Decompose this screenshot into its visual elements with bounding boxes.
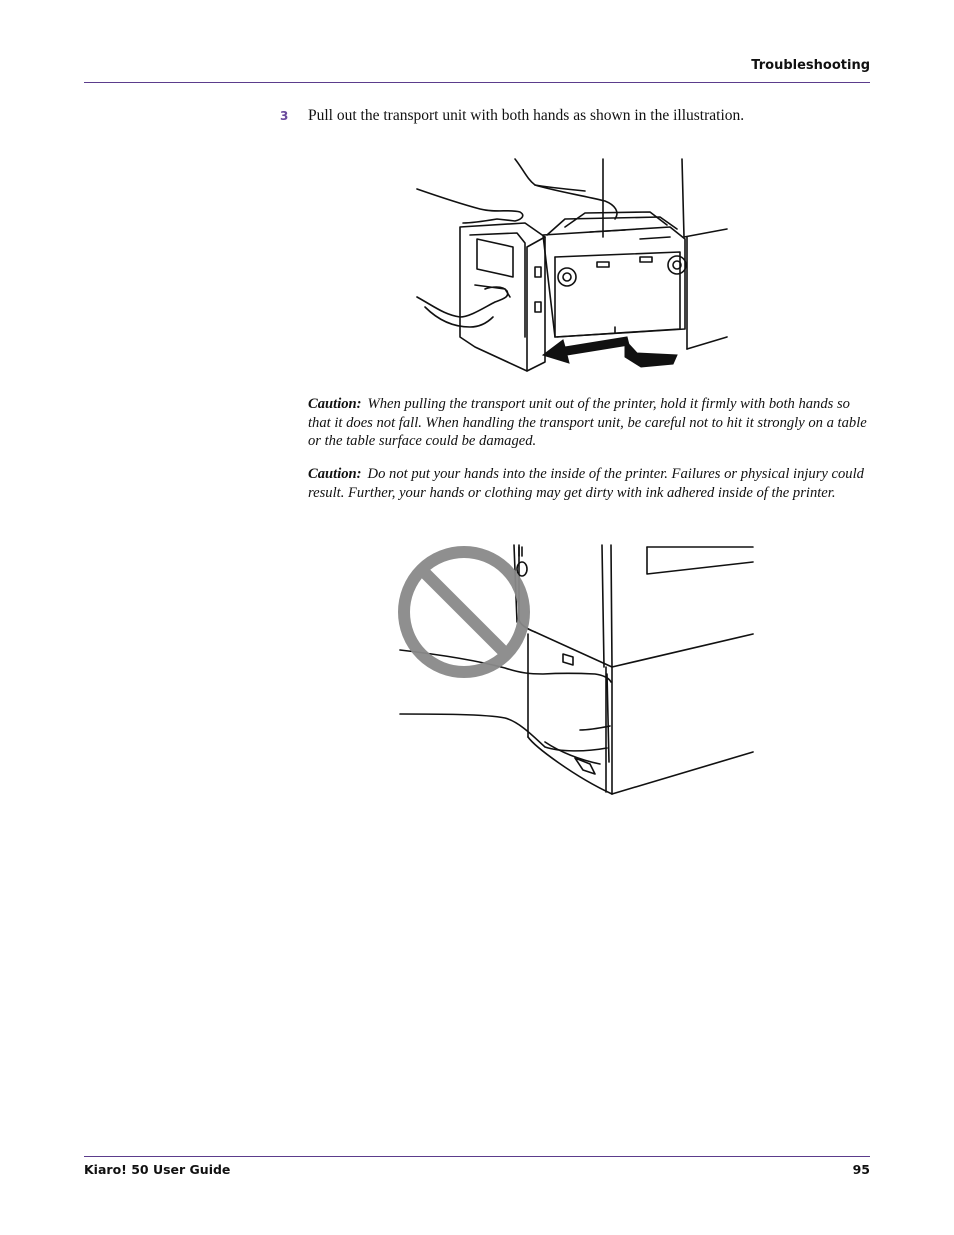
caution-label: Caution:	[308, 396, 362, 412]
header-rule	[84, 82, 870, 83]
caution-pulling-unit	[308, 395, 870, 451]
step-text: Pull out the transport unit with both hands as shown in the illustration.	[308, 107, 745, 124]
pull-direction-arrow-icon	[543, 337, 677, 367]
prohibition-icon	[404, 552, 524, 672]
caution-label: Caution:	[308, 466, 362, 482]
caution-text: When pulling the transport unit out of the printer, hold it firmly with both hands so that it does not fall. When handling the transport unit, be careful not to hit it strongly on a table or the table surface could be damaged.	[308, 396, 867, 449]
caution-hands-inside	[308, 465, 870, 502]
prohibited-action-illustration	[395, 542, 755, 798]
header-section-title: Troubleshooting	[751, 58, 870, 73]
caution-text: Do not put your hands into the inside of the printer. Failures or physical injury could result. Further, your hands or clothing may get dirty with ink adhered inside of the printer.	[308, 466, 864, 501]
page-number: 95	[852, 1162, 870, 1177]
footer-rule	[84, 1156, 870, 1157]
transport-unit-illustration	[415, 157, 728, 374]
step-3	[280, 107, 744, 125]
footer-guide-title: Kiaro! 50 User Guide	[84, 1162, 231, 1177]
step-number: 3	[280, 109, 289, 123]
